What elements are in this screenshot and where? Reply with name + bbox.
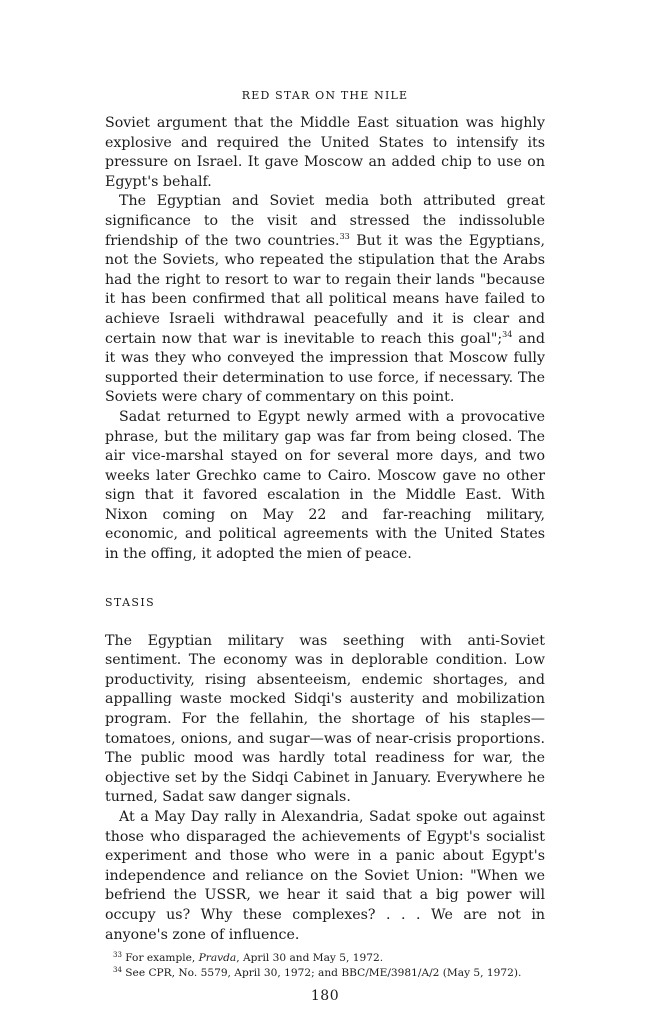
footnote-text: For example, bbox=[121, 952, 199, 965]
footnote-text: See CPR, No. 5579, April 30, 1972; and BBC/ME/3981/A/2 (May 5, 1972). bbox=[121, 967, 522, 980]
body-paragraph: Sadat returned to Egypt newly armed with a provocative phrase, but the military gap was far from being closed. The air vice-marshal stayed on for several more days, and two weeks later Grechko came to Cairo. Moscow gave no other sign that it favored escalation in the Middle East. With Nixon coming on May 22 and far-reaching military, economic, and political agreements with the United States in the offing, it adopted the mien of peace. bbox=[105, 408, 545, 563]
footnote-italic-title: Pravda bbox=[198, 952, 237, 965]
footnote-number: 34 bbox=[113, 966, 122, 975]
footnote bbox=[105, 951, 545, 966]
body-paragraph: The Egyptian military was seething with anti-Soviet sentiment. The economy was in deplorable condition. Low productivity, rising absenteeism, endemic shortages, and appalling waste mocked Sidqi's austerity and mobilization program. For the fellahin, the shortage of his staples—tomatoes, onions, and sugar—was of near-crisis proportions. The public mood was hardly total readiness for war, the objective set by the Sidqi Cabinet in January. Everywhere he turned, Sadat saw danger signals. bbox=[105, 632, 545, 806]
book-page bbox=[105, 88, 545, 1005]
section-heading: STASIS bbox=[105, 595, 156, 609]
body-paragraph: Soviet argument that the Middle East situation was highly explosive and required the United States to intensify its pressure on Israel. It gave Moscow an added chip to use on Egypt's behalf. bbox=[105, 115, 545, 190]
running-head: RED STAR ON THE NILE bbox=[241, 89, 409, 102]
paragraph-text: and it was they who conveyed the impression that Moscow fully supported their determination to use force, if necessary. The Soviets were chary of commentary on this point. bbox=[105, 330, 545, 406]
paragraph-text: But it was the Egyptians, not the Soviets, who repeated the stipulation that the Arabs had the right to resort to war to regain their lands "because it has been confirmed that all political means have failed to achieve Israeli withdrawal peacefully and it is clear and certain now that war is inevitable to reach this goal"; bbox=[105, 232, 545, 347]
footnotes bbox=[105, 951, 545, 981]
body-paragraph: At a May Day rally in Alexandria, Sadat spoke out against those who disparaged the achievements of Egypt's socialist experiment and those who were in a panic about Egypt's independence and reliance on the Soviet Union: "When we befriend the USSR, we hear it said that a big power will occupy us? Why these complexes? . . . We are not in anyone's zone of influence. bbox=[105, 809, 545, 943]
footnote-reference[interactable]: 33 bbox=[339, 231, 350, 241]
footnote bbox=[105, 966, 545, 981]
body-paragraph bbox=[105, 192, 545, 408]
page-number: 180 bbox=[310, 988, 340, 1005]
footnote-reference[interactable]: 34 bbox=[502, 329, 513, 339]
paragraph-text: The Egyptian and Soviet media both attributed great significance to the visit and stressed the indissoluble friendship of the two countries. bbox=[105, 193, 545, 249]
footnote-text: , April 30 and May 5, 1972. bbox=[236, 952, 384, 965]
footnote-number: 33 bbox=[113, 951, 122, 960]
